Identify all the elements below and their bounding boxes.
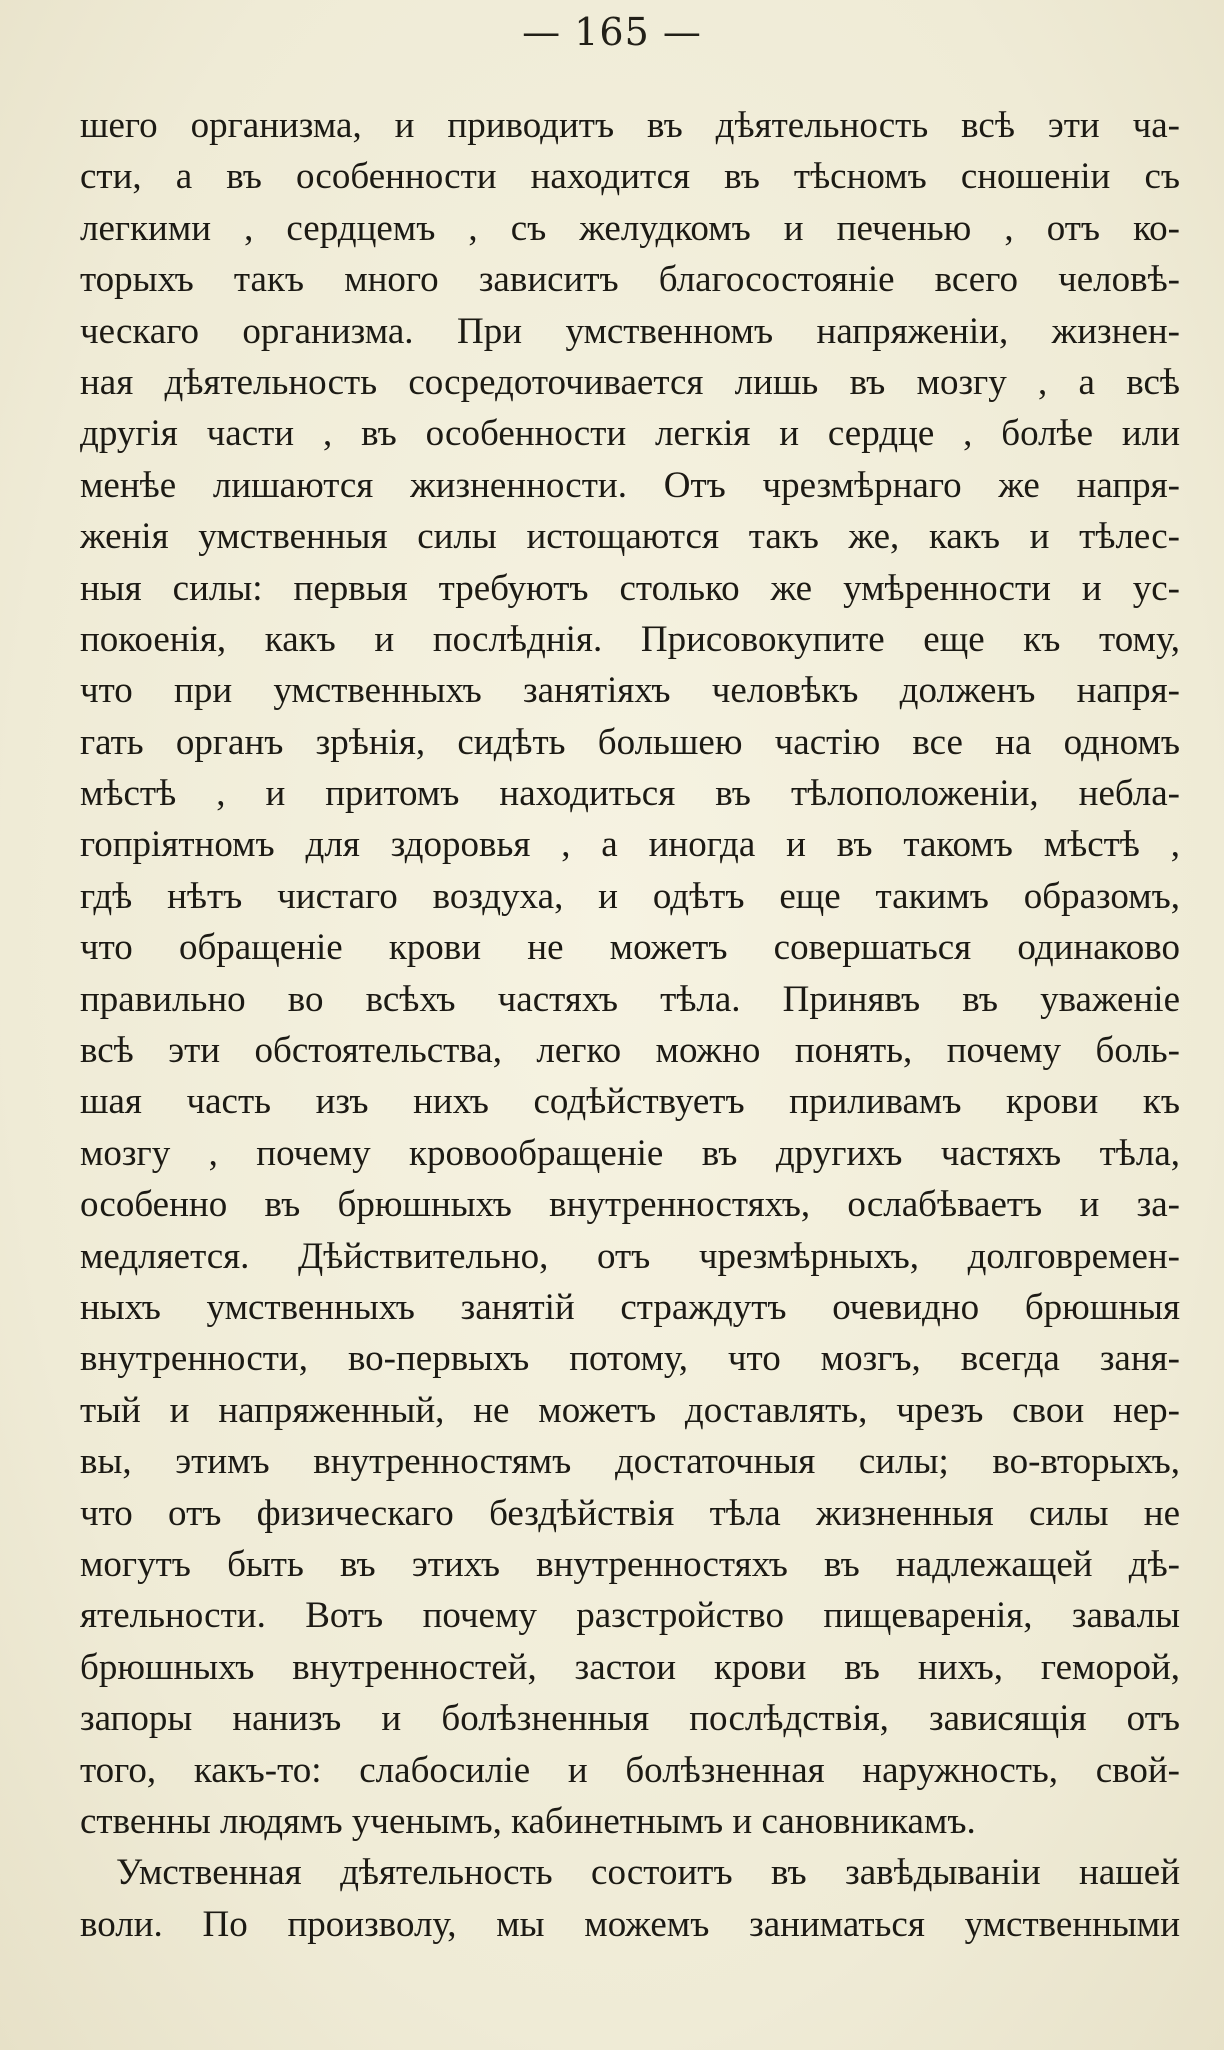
text-line: ная дѣятельность сосредоточивается лишь въ мозгу , а всѣ — [80, 361, 1180, 403]
text-line: что обращенiе крови не можетъ совершаться одинаково — [80, 927, 1180, 969]
text-line: легкими , сердцемъ , съ желудкомъ и печенью , отъ ко- — [80, 207, 1180, 249]
text-line: торыхъ такъ много зависитъ благосостоянiе всего человѣ- — [80, 259, 1180, 301]
text-line: ческаго организма. При умственномъ напряженiи, жизнен- — [80, 310, 1180, 352]
text-line: гать органъ зрѣнiя, сидѣть большею частiю все на одномъ — [80, 721, 1180, 763]
text-line: вы, этимъ внутренностямъ достаточныя силы; во-вторыхъ, — [80, 1441, 1180, 1483]
paragraph-1 — [80, 100, 1180, 1847]
text-line: что при умственныхъ занятiяхъ человѣкъ долженъ напря- — [80, 670, 1180, 712]
text-line: брюшныхъ внутренностей, застои крови въ нихъ, геморой, — [80, 1646, 1180, 1688]
paragraph-2 — [80, 1847, 1180, 1950]
text-line: медляется. Дѣйствительно, отъ чрезмѣрныхъ, долговремен- — [80, 1235, 1180, 1277]
text-line: ныя силы: первыя требуютъ столько же умѣренности и ус- — [80, 567, 1180, 609]
text-line: ятельности. Вотъ почему разстройство пищеваренiя, завалы — [80, 1595, 1180, 1637]
text-line: ственны людямъ ученымъ, кабинетнымъ и сановникамъ. — [80, 1800, 976, 1842]
text-line: того, какъ-то: слабосилiе и болѣзненная наружность, свой- — [80, 1749, 1180, 1791]
text-line: тый и напряженный, не можетъ доставлять, чрезъ свои нер- — [80, 1389, 1180, 1431]
text-line: ныхъ умственныхъ занятiй страждутъ очевидно брюшныя — [80, 1286, 1180, 1328]
text-line: гдѣ нѣтъ чистаго воздуха, и одѣтъ еще такимъ образомъ, — [80, 875, 1180, 917]
body-text — [80, 100, 1180, 1950]
text-line: могутъ быть въ этихъ внутренностяхъ въ надлежащей дѣ- — [80, 1543, 1180, 1585]
text-line: особенно въ брюшныхъ внутренностяхъ, ослабѣваетъ и за- — [80, 1184, 1180, 1226]
text-line: менѣе лишаются жизненности. Отъ чрезмѣрнаго же напря- — [80, 464, 1180, 506]
text-line: правильно во всѣхъ частяхъ тѣла. Принявъ въ уваженiе — [80, 978, 1180, 1020]
text-line: покоенiя, какъ и послѣднiя. Присовокупите еще къ тому, — [80, 618, 1180, 660]
text-line: гопрiятномъ для здоровья , а иногда и въ такомъ мѣстѣ , — [80, 824, 1180, 866]
text-line: сти, а въ особенности находится въ тѣсномъ сношенiи съ — [80, 156, 1180, 198]
text-line: Умственная дѣятельность состоитъ въ завѣдыванiи нашей — [116, 1852, 1180, 1894]
text-line: мозгу , почему кровообращенiе въ другихъ частяхъ тѣла, — [80, 1132, 1180, 1174]
page-number: — 165 — — [522, 10, 702, 54]
text-line: шего организма, и приводитъ въ дѣятельность всѣ эти ча- — [80, 105, 1180, 146]
text-line: запоры нанизъ и болѣзненныя послѣдствiя, зависящiя отъ — [80, 1698, 1180, 1740]
text-line: что отъ физическаго бездѣйствiя тѣла жизненныя силы не — [80, 1492, 1180, 1534]
text-line: воли. По произволу, мы можемъ заниматься умственными — [80, 1903, 1180, 1945]
text-line: внутренности, во-первыхъ потому, что мозгъ, всегда заня- — [80, 1338, 1180, 1380]
text-line: другiя части , въ особенности легкiя и сердце , болѣе или — [80, 413, 1180, 455]
text-line: всѣ эти обстоятельства, легко можно понять, почему боль- — [80, 1030, 1180, 1072]
text-line: мѣстѣ , и притомъ находиться въ тѣлоположенiи, небла- — [80, 773, 1180, 815]
text-line: шая часть изъ нихъ содѣйствуетъ приливамъ крови къ — [80, 1081, 1180, 1123]
text-line: женiя умственныя силы истощаются такъ же, какъ и тѣлес- — [80, 516, 1180, 558]
